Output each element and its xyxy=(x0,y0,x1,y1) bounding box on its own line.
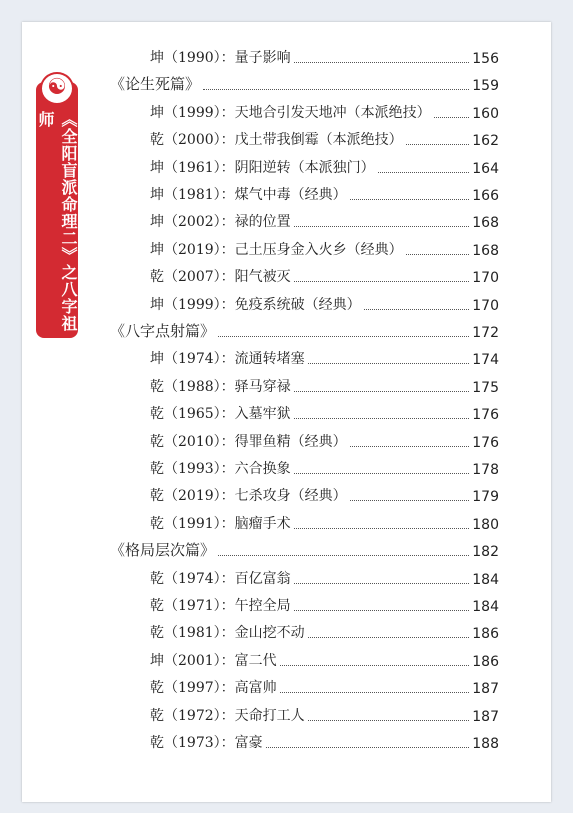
dot-leader xyxy=(350,199,470,200)
toc-entry xyxy=(0,429,499,451)
toc-page-number: 186 xyxy=(472,653,499,670)
toc-section-heading xyxy=(0,319,499,341)
toc-entry-title: 乾（1965）：入墓牢狱 xyxy=(150,406,291,423)
side-title: 《全阳盲派命理二》之八字祖师 xyxy=(36,110,78,332)
toc-entry xyxy=(0,703,499,725)
toc-page-number: 170 xyxy=(472,270,499,287)
dot-leader xyxy=(294,583,470,584)
toc-page-number: 162 xyxy=(472,133,499,150)
toc-page-number: 188 xyxy=(472,736,499,752)
toc-entry xyxy=(0,182,499,204)
toc-page-number: 159 xyxy=(472,78,499,95)
toc-page-number: 179 xyxy=(472,489,499,506)
dot-leader xyxy=(294,418,470,419)
dot-leader xyxy=(350,446,470,447)
toc-entry-title: 乾（1971）：午控全局 xyxy=(150,598,291,614)
toc-page-number: 174 xyxy=(472,352,499,369)
toc-entry-title: 坤（2019）：己土压身金入火乡（经典） xyxy=(150,241,403,258)
toc-page-number: 164 xyxy=(472,160,499,177)
toc-entry-title: 乾（1988）：驿马穿禄 xyxy=(150,378,291,395)
dot-leader xyxy=(218,555,469,556)
dot-leader xyxy=(294,391,470,392)
toc-page-number: 168 xyxy=(472,215,499,232)
toc-entry-title: 《论生死篇》 xyxy=(110,75,201,94)
toc-entry-title: 乾（1997）：高富帅 xyxy=(150,680,277,697)
toc-page-number: 170 xyxy=(472,297,499,314)
toc-entry-title: 乾（2000）：戊土带我倒霉（本派绝技） xyxy=(150,132,403,149)
toc-entry xyxy=(0,209,499,231)
toc-entry-title: 乾（2019）：七杀攻身（经典） xyxy=(150,488,347,505)
toc-page-number: 184 xyxy=(472,599,499,615)
toc-entry xyxy=(0,648,499,670)
toc-entry-title: 坤（1999）：免疫系统破（经典） xyxy=(150,296,361,313)
toc-page-number: 176 xyxy=(472,434,499,451)
toc-entry-title: 乾（1973）：富豪 xyxy=(150,735,263,751)
dot-leader xyxy=(294,528,470,529)
toc-section-heading xyxy=(0,538,499,560)
toc-entry xyxy=(0,483,499,505)
toc-entry-title: 坤（1974）：流通转堵塞 xyxy=(150,351,305,368)
toc-page-number: 166 xyxy=(472,188,499,204)
dot-leader xyxy=(294,62,470,63)
toc-entry-title: 坤（1990）：量子影响 xyxy=(150,50,291,66)
dot-leader xyxy=(294,473,470,474)
dot-leader xyxy=(266,747,470,748)
dot-leader xyxy=(434,117,470,118)
toc-entry xyxy=(0,511,499,533)
toc-entry xyxy=(0,566,499,588)
dot-leader xyxy=(308,637,470,638)
toc-entry-title: 乾（1981）：金山挖不动 xyxy=(150,625,305,642)
toc-page-number: 175 xyxy=(472,379,499,396)
toc-entry xyxy=(0,237,499,259)
toc-entry xyxy=(0,264,499,286)
toc-entry xyxy=(0,675,499,697)
dot-leader xyxy=(308,720,470,721)
toc-entry-title: 乾（1972）：天命打工人 xyxy=(150,707,305,724)
toc-page-number: 187 xyxy=(472,708,499,725)
toc-entry xyxy=(0,620,499,642)
dot-leader xyxy=(218,336,469,337)
toc-entry xyxy=(0,127,499,149)
dot-leader xyxy=(378,172,470,173)
toc-entry xyxy=(0,292,499,314)
toc-entry-title: 坤（2002）：禄的位置 xyxy=(150,214,291,231)
toc-entry-title: 坤（1981）：煤气中毒（经典） xyxy=(150,187,347,203)
toc-page-number: 172 xyxy=(472,325,499,341)
toc-section-heading xyxy=(0,72,499,94)
toc-page-number: 178 xyxy=(472,462,499,478)
toc-entry-title: 《八字点射篇》 xyxy=(110,322,216,340)
toc-entry xyxy=(0,374,499,396)
toc-page-number: 187 xyxy=(472,681,499,698)
toc-entry xyxy=(0,346,499,368)
toc-entry xyxy=(0,456,499,478)
dot-leader xyxy=(406,144,470,145)
toc-entry xyxy=(0,593,499,615)
dot-leader xyxy=(280,692,470,693)
toc-entry-title: 坤（1999）：天地合引发天地冲（本派绝技） xyxy=(150,104,431,121)
toc-page-number: 168 xyxy=(472,242,499,259)
toc-entry xyxy=(0,45,499,67)
dot-leader xyxy=(280,665,470,666)
toc-entry-title: 乾（2010）：得罪鱼精（经典） xyxy=(150,433,347,450)
toc-entry-title: 《格局层次篇》 xyxy=(110,541,216,560)
toc-entry xyxy=(0,730,499,752)
dot-leader xyxy=(294,226,470,227)
toc-entry-title: 坤（1961）：阴阳逆转（本派独门） xyxy=(150,159,375,176)
toc-page-number: 186 xyxy=(472,626,499,643)
dot-leader xyxy=(350,500,470,501)
yin-yang-icon: ☯ xyxy=(40,72,74,105)
toc-entry xyxy=(0,155,499,177)
dot-leader xyxy=(294,281,470,282)
toc-entry-title: 乾（2007）：阳气被灭 xyxy=(150,269,291,286)
toc-page-number: 184 xyxy=(472,571,499,588)
toc-page-number: 182 xyxy=(472,544,499,561)
dot-leader xyxy=(364,309,470,310)
toc-page-number: 176 xyxy=(472,407,499,424)
dot-leader xyxy=(203,89,469,90)
toc-entry-title: 乾（1993）：六合换象 xyxy=(150,461,291,477)
toc-entry xyxy=(0,401,499,423)
toc-entry xyxy=(0,100,499,122)
dot-leader xyxy=(308,363,470,364)
toc-page-number: 180 xyxy=(472,516,499,533)
dot-leader xyxy=(406,254,470,255)
toc-page-number: 156 xyxy=(472,51,499,67)
toc-page-number: 160 xyxy=(472,105,499,122)
toc-entry-title: 坤（2001）：富二代 xyxy=(150,652,277,669)
toc-entry-title: 乾（1991）：脑瘤手术 xyxy=(150,515,291,532)
toc-entry-title: 乾（1974）：百亿富翁 xyxy=(150,570,291,587)
dot-leader xyxy=(294,610,470,611)
